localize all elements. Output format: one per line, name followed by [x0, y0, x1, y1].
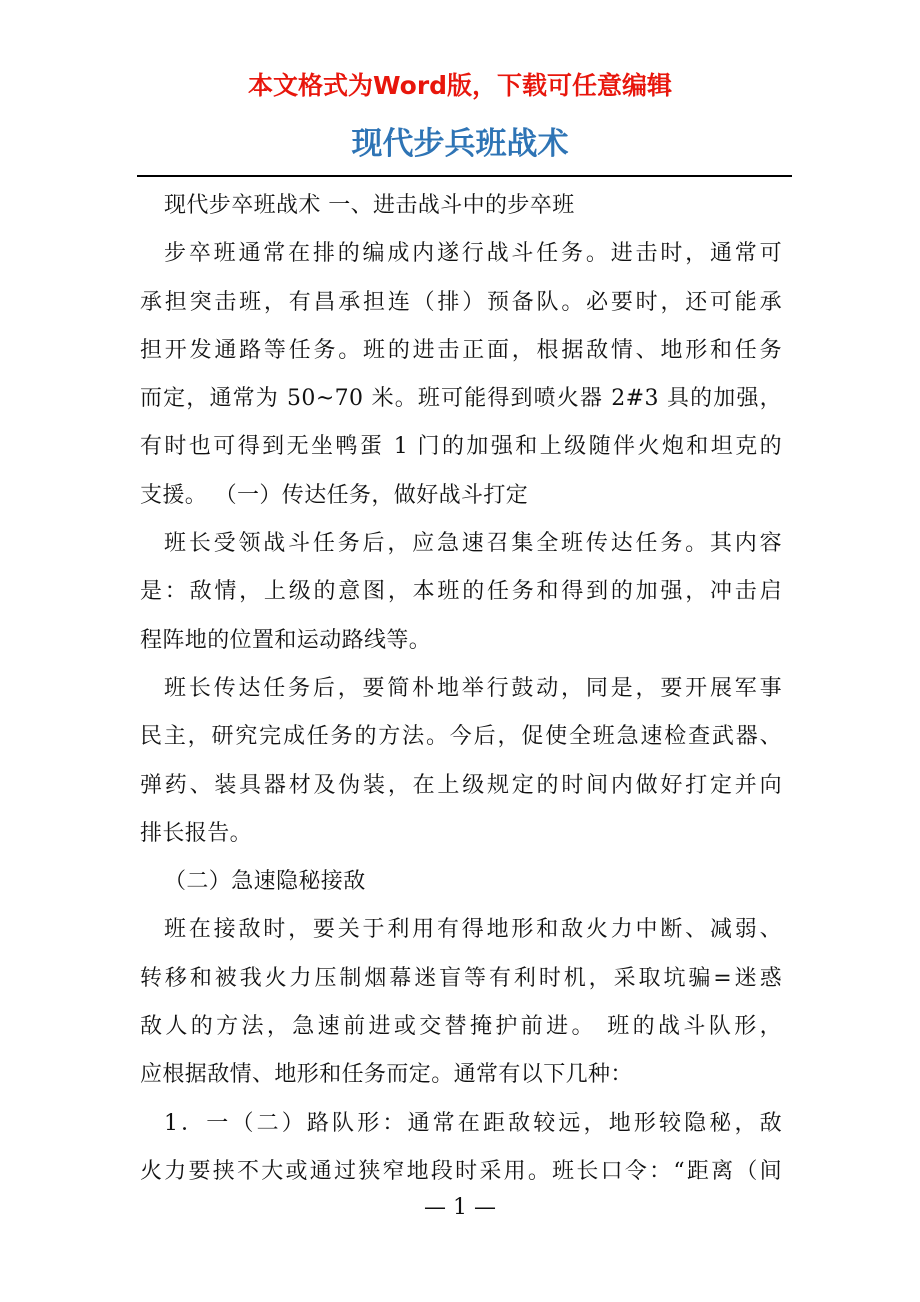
text-line: 应根据敌情、地形和任务而定。通常有以下几种：: [140, 1062, 633, 1088]
text-line: 火力要挟不大或通过狭窄地段时采用。班长口令：“距离（间: [140, 1158, 782, 1184]
section-heading: （二）急速隐秘接敌: [164, 869, 366, 895]
page-number: — 1 —: [424, 1195, 496, 1220]
text-line: 承担突击班，有昌承担连（排）预备队。必要时，还可能承: [140, 289, 782, 315]
text-line: 而定，通常为 50~70 米。班可能得到喷火器 2#3 具的加强，: [140, 386, 782, 412]
text-line: 班长传达任务后，要简朴地举行鼓动，同是，要开展军事: [164, 675, 782, 701]
document-title: 现代步兵班战术: [351, 126, 569, 162]
text-line: 班长受领战斗任务后，应急速召集全班传达任务。其内容: [164, 531, 782, 557]
text-line: 转移和被我火力压制烟幕迷盲等有利时机，采取坑骗=迷惑: [140, 965, 782, 991]
text-line: 步卒班通常在排的编成内遂行战斗任务。进击时，通常可: [164, 241, 782, 267]
text-line: 担开发通路等任务。班的进击正面，根据敌情、地形和任务: [140, 337, 782, 363]
text-line: 程阵地的位置和运动路线等。: [140, 627, 432, 653]
text-line: 排长报告。: [140, 820, 253, 846]
text-line: 弹药、装具器材及伪装，在上级规定的时间内做好打定并向: [140, 772, 782, 798]
text-line: 支援。 （一）传达任务，做好战斗打定: [140, 482, 529, 508]
document-body: [140, 182, 782, 1196]
title-divider: [137, 175, 792, 177]
text-line: 现代步卒班战术 一、进击战斗中的步卒班: [164, 193, 575, 218]
download-banner: 本文格式为Word版，下载可任意编辑: [247, 71, 673, 100]
text-line: 敌人的方法，急速前进或交替掩护前进。 班的战斗队形，: [140, 1014, 782, 1040]
text-line: 班在接敌时，要关于利用有得地形和敌火力中断、减弱、: [164, 917, 782, 943]
text-line: 是：敌情，上级的意图，本班的任务和得到的加强，冲击启: [140, 579, 782, 605]
text-line: 民主，研究完成任务的方法。今后，促使全班急速检查武器、: [140, 724, 782, 750]
text-line: 有时也可得到无坐鸭蛋 1 门的加强和上级随伴火炮和坦克的: [140, 434, 782, 460]
text-line: 1．一（二）路队形：通常在距敌较远，地形较隐秘，敌: [164, 1110, 782, 1136]
